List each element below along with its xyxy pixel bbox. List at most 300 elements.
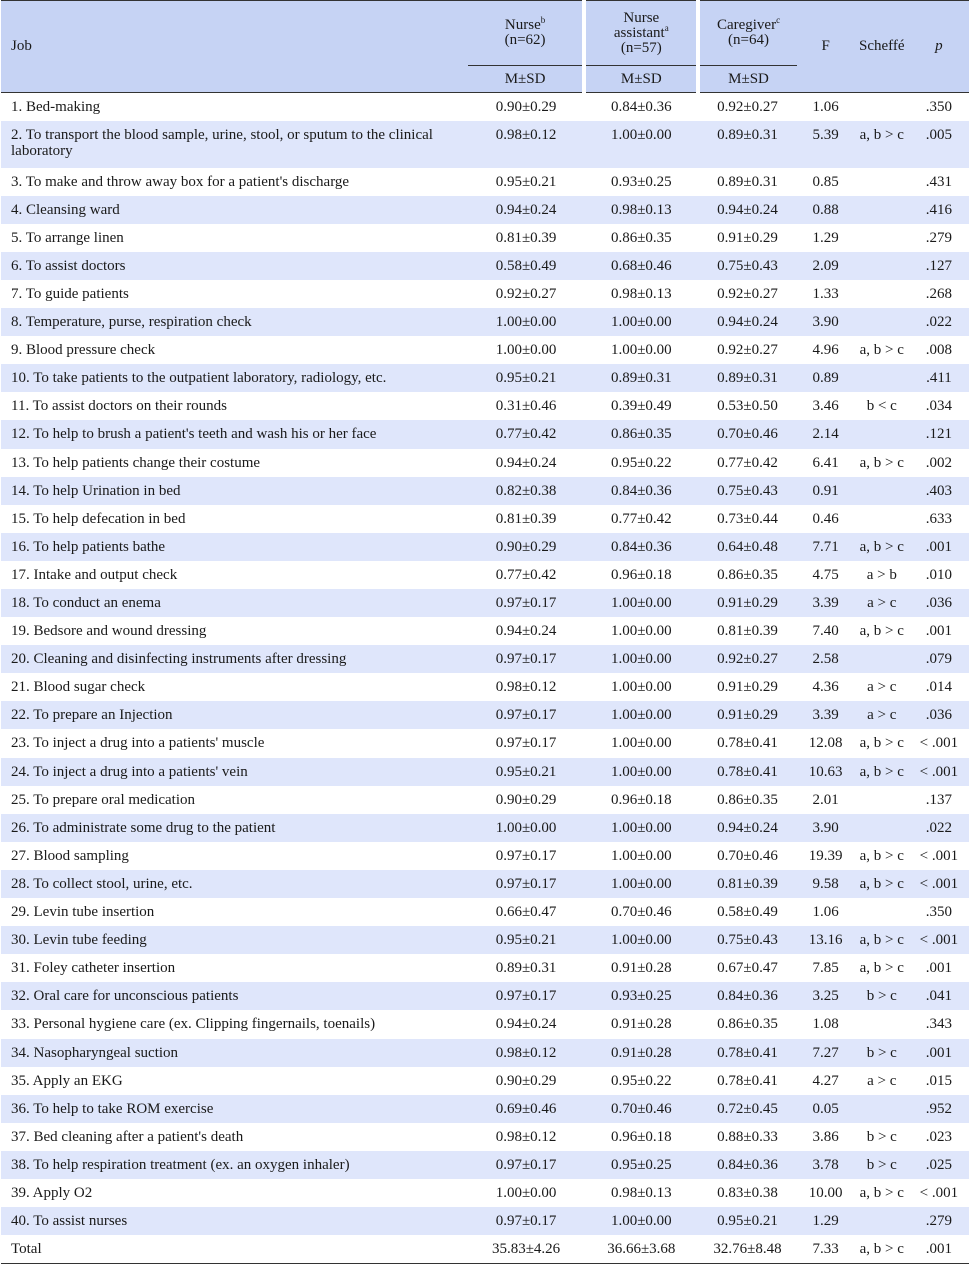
cell-scheffe [855, 196, 909, 224]
cell-assistant: 1.00±0.00 [610, 342, 672, 359]
cell-job: 14. To help Urination in bed [1, 477, 468, 505]
cell-f: 3.78 [797, 1151, 855, 1179]
cell-caregiver: 0.94±0.24 [698, 308, 796, 336]
cell-f: 12.08 [808, 735, 843, 752]
header-assistant [584, 1, 698, 66]
table-row [1, 645, 969, 673]
cell-f: 1.33 [812, 285, 839, 302]
cell-f: 4.27 [812, 1072, 839, 1089]
cell-f: 7.85 [812, 960, 839, 977]
cell-f: 5.39 [797, 121, 855, 168]
cell-nurse: 0.82±0.38 [468, 477, 584, 505]
cell-scheffe: a > b [866, 566, 897, 583]
cell-assistant: 1.00±0.00 [584, 701, 698, 729]
cell-p: .008 [925, 342, 953, 359]
cell-job: 10. To take patients to the outpatient laboratory, radiology, etc. [1, 364, 468, 392]
cell-scheffe: a > c [867, 1072, 897, 1089]
cell-assistant: 36.66±3.68 [607, 1241, 676, 1258]
cell-p: .416 [909, 196, 969, 224]
cell-job: 6. To assist doctors [1, 252, 468, 280]
cell-p: < .001 [919, 735, 959, 752]
cell-job: 2. To transport the blood sample, urine, stool, or sputum to the clinical laboratory [1, 121, 468, 168]
table-row [1, 224, 969, 252]
cell-scheffe: a, b > c [859, 735, 904, 752]
cell-f: 1.08 [812, 1016, 839, 1033]
cell-job: 31. Foley catheter insertion [11, 960, 176, 977]
cell-nurse: 0.77±0.42 [495, 566, 557, 583]
cell-assistant: 0.98±0.13 [610, 1184, 672, 1201]
cell-f: 3.46 [812, 398, 839, 415]
cell-caregiver: 0.78±0.41 [698, 1039, 796, 1067]
cell-p: .350 [925, 99, 953, 115]
total-row [1, 1235, 969, 1263]
cell-job: 3. To make and throw away box for a patient's discharge [11, 173, 350, 190]
table-row [1, 252, 969, 280]
cell-nurse: 0.94±0.24 [468, 196, 584, 224]
cell-caregiver: 0.64±0.48 [698, 533, 796, 561]
cell-f: 9.58 [797, 870, 855, 898]
header-assistant-n: (n=57) [620, 39, 662, 56]
cell-scheffe [855, 252, 909, 280]
cell-scheffe: a > c [867, 679, 897, 696]
cell-scheffe [855, 420, 909, 448]
header-f: F [797, 1, 855, 93]
cell-f: 1.29 [812, 229, 839, 246]
cell-caregiver: 0.91±0.29 [698, 589, 796, 617]
cell-nurse: 0.58±0.49 [468, 252, 584, 280]
cell-f: 4.96 [812, 342, 839, 359]
table-row [1, 1151, 969, 1179]
cell-scheffe: a, b > c [855, 926, 909, 954]
cell-job: 23. To inject a drug into a patients' muscle [11, 735, 265, 752]
cell-p: .014 [925, 679, 953, 696]
cell-f: 7.40 [812, 623, 839, 640]
header-caregiver-msd: M±SD [698, 66, 796, 93]
table-row [1, 926, 969, 954]
cell-nurse: 1.00±0.00 [495, 1184, 557, 1201]
cell-job: 13. To help patients change their costume [11, 454, 261, 471]
cell-scheffe [855, 1207, 909, 1235]
cell-caregiver: 0.92±0.27 [717, 342, 778, 359]
table-row [1, 477, 969, 505]
cell-p: .001 [909, 1039, 969, 1067]
header-assistant-line2: assistant [613, 24, 665, 41]
cell-assistant: 0.86±0.35 [584, 420, 698, 448]
cell-job: 16. To help patients bathe [1, 533, 468, 561]
cell-job: 25. To prepare oral medication [11, 791, 196, 808]
cell-p: .127 [909, 252, 969, 280]
cell-assistant: 0.96±0.18 [610, 566, 672, 583]
cell-assistant: 0.93±0.25 [584, 982, 698, 1010]
cell-job: 11. To assist doctors on their rounds [11, 398, 228, 415]
cell-caregiver: 0.70±0.46 [717, 847, 778, 864]
cell-scheffe [855, 168, 909, 196]
cell-scheffe: a, b > c [855, 121, 909, 168]
cell-caregiver: 0.78±0.41 [717, 1072, 778, 1089]
cell-f: 0.88 [797, 196, 855, 224]
cell-caregiver: 0.94±0.24 [698, 196, 796, 224]
cell-caregiver: 0.91±0.29 [717, 679, 778, 696]
cell-assistant: 0.86±0.35 [610, 229, 672, 246]
cell-job: 27. Blood sampling [11, 847, 129, 864]
cell-p: < .001 [909, 926, 969, 954]
cell-nurse: 0.97±0.17 [468, 589, 584, 617]
cell-p: .001 [925, 960, 953, 977]
cell-caregiver: 0.91±0.29 [698, 701, 796, 729]
cell-assistant: 1.00±0.00 [584, 589, 698, 617]
table-row [1, 758, 969, 786]
cell-job: 36. To help to take ROM exercise [1, 1095, 468, 1123]
cell-assistant: 0.96±0.18 [610, 1128, 672, 1145]
header-nurse-n: (n=62) [504, 32, 546, 48]
cell-scheffe: a > c [855, 589, 909, 617]
cell-scheffe: a, b > c [855, 870, 909, 898]
cell-p: .015 [925, 1072, 953, 1089]
cell-job: 35. Apply an EKG [11, 1072, 123, 1089]
cell-assistant: 1.00±0.00 [584, 814, 698, 842]
cell-job: 37. Bed cleaning after a patient's death [11, 1128, 244, 1145]
cell-nurse: 1.00±0.00 [468, 814, 584, 842]
cell-f: 2.09 [797, 252, 855, 280]
cell-job: 5. To arrange linen [11, 229, 124, 246]
cell-caregiver: 0.84±0.36 [698, 982, 796, 1010]
table-row [1, 93, 969, 121]
cell-nurse: 0.97±0.17 [468, 870, 584, 898]
header-p: p [909, 1, 969, 93]
cell-caregiver: 0.89±0.31 [717, 173, 778, 190]
cell-f: 0.05 [797, 1095, 855, 1123]
cell-f: 2.01 [812, 791, 839, 808]
cell-scheffe [855, 1010, 909, 1038]
table-row [1, 1207, 969, 1235]
table-row [1, 1039, 969, 1067]
cell-caregiver: 0.75±0.43 [698, 252, 796, 280]
cell-nurse: 0.94±0.24 [495, 623, 557, 640]
cell-job: 30. Levin tube feeding [1, 926, 468, 954]
cell-assistant: 1.00±0.00 [584, 121, 698, 168]
cell-scheffe [855, 645, 909, 673]
table-row [1, 364, 969, 392]
cell-job: 19. Bedsore and wound dressing [11, 623, 207, 640]
table-row [1, 449, 969, 477]
cell-job: 38. To help respiration treatment (ex. an oxygen inhaler) [1, 1151, 468, 1179]
table-row [1, 561, 969, 589]
header-caregiver-sup: c [776, 15, 781, 25]
cell-p: .121 [909, 420, 969, 448]
cell-assistant: 0.96±0.18 [610, 791, 672, 808]
cell-job: 39. Apply O2 [11, 1184, 93, 1201]
cell-nurse: 1.00±0.00 [495, 342, 557, 359]
cell-scheffe: b > c [855, 1039, 909, 1067]
cell-p: .023 [925, 1128, 953, 1145]
cell-assistant: 0.84±0.36 [584, 477, 698, 505]
cell-nurse: 0.90±0.29 [495, 1072, 557, 1089]
header-caregiver-label: Caregiver [716, 17, 777, 33]
cell-nurse: 0.90±0.29 [495, 99, 557, 115]
cell-assistant: 0.77±0.42 [610, 510, 672, 527]
table-row [1, 1095, 969, 1123]
header-job: Job [1, 1, 468, 93]
cell-caregiver: 0.81±0.39 [698, 870, 796, 898]
header-assistant-sup: a [664, 22, 669, 33]
cell-p: .022 [909, 308, 969, 336]
table-row [1, 336, 969, 364]
cell-nurse: 0.97±0.17 [468, 1151, 584, 1179]
cell-f: 19.39 [808, 847, 843, 864]
cell-assistant: 0.84±0.36 [610, 99, 672, 115]
cell-nurse: 0.94±0.24 [495, 454, 557, 471]
cell-p: .952 [909, 1095, 969, 1123]
cell-nurse: 0.81±0.39 [495, 510, 557, 527]
cell-p: .279 [925, 229, 953, 246]
cell-nurse: 0.66±0.47 [495, 904, 557, 921]
cell-p: .633 [925, 510, 953, 527]
cell-caregiver: 0.70±0.46 [698, 420, 796, 448]
cell-f: 13.16 [797, 926, 855, 954]
cell-job: 26. To administrate some drug to the patient [1, 814, 468, 842]
cell-job: 17. Intake and output check [11, 566, 178, 583]
cell-f: 3.39 [797, 589, 855, 617]
cell-caregiver: 0.92±0.27 [698, 645, 796, 673]
cell-nurse: 0.90±0.29 [468, 533, 584, 561]
cell-job: 1. Bed-making [11, 99, 101, 115]
cell-nurse: 0.77±0.42 [468, 420, 584, 448]
cell-assistant: 1.00±0.00 [610, 623, 672, 640]
cell-p: .001 [925, 1241, 953, 1258]
table-row [1, 954, 969, 982]
table-row [1, 533, 969, 561]
cell-scheffe [855, 364, 909, 392]
table-row [1, 842, 969, 870]
cell-job: 12. To help to brush a patient's teeth and wash his or her face [1, 420, 468, 448]
cell-job: 20. Cleaning and disinfecting instruments after dressing [1, 645, 468, 673]
cell-scheffe [855, 1095, 909, 1123]
table-row [1, 1179, 969, 1207]
cell-caregiver: 0.86±0.35 [717, 1016, 778, 1033]
table-row [1, 729, 969, 757]
table-row [1, 121, 969, 168]
cell-caregiver: 0.75±0.43 [698, 477, 796, 505]
cell-assistant: 1.00±0.00 [610, 679, 672, 696]
cell-f: 1.06 [812, 904, 839, 921]
table-row [1, 505, 969, 533]
cell-scheffe [855, 786, 909, 814]
cell-p: .350 [925, 904, 953, 921]
cell-f: 3.39 [797, 701, 855, 729]
cell-p: .001 [925, 623, 953, 640]
cell-job: 33. Personal hygiene care (ex. Clipping fingernails, toenails) [11, 1016, 376, 1033]
table-row [1, 1067, 969, 1095]
cell-nurse: 1.00±0.00 [468, 308, 584, 336]
table-row [1, 701, 969, 729]
cell-f: 0.89 [797, 364, 855, 392]
cell-f: 3.86 [812, 1128, 839, 1145]
cell-caregiver: 0.77±0.42 [717, 454, 778, 471]
table-row [1, 673, 969, 701]
cell-p: .137 [925, 791, 953, 808]
cell-assistant: 1.00±0.00 [584, 758, 698, 786]
cell-assistant: 1.00±0.00 [610, 847, 672, 864]
cell-assistant: 0.91±0.28 [610, 960, 672, 977]
table-row [1, 617, 969, 645]
cell-p: .041 [909, 982, 969, 1010]
cell-assistant: 0.95±0.22 [610, 1072, 672, 1089]
cell-job: 7. To guide patients [11, 285, 129, 302]
cell-job: 22. To prepare an Injection [1, 701, 468, 729]
cell-assistant: 0.91±0.28 [584, 1039, 698, 1067]
cell-nurse: 0.98±0.12 [495, 679, 557, 696]
cell-f: 3.90 [797, 814, 855, 842]
cell-p: < .001 [919, 847, 959, 864]
cell-scheffe: a, b > c [859, 623, 904, 640]
cell-nurse: 0.97±0.17 [468, 1207, 584, 1235]
cell-caregiver: 0.73±0.44 [717, 510, 778, 527]
cell-caregiver: 0.89±0.31 [698, 364, 796, 392]
cell-nurse: 0.92±0.27 [495, 285, 557, 302]
cell-job: 15. To help defecation in bed [11, 510, 186, 527]
cell-job: 28. To collect stool, urine, etc. [1, 870, 468, 898]
cell-caregiver: 0.78±0.41 [717, 735, 778, 752]
cell-scheffe: a, b > c [859, 960, 904, 977]
cell-nurse: 0.95±0.21 [468, 758, 584, 786]
cell-scheffe: a, b > c [859, 1241, 904, 1258]
cell-caregiver: 0.92±0.27 [717, 285, 778, 302]
cell-assistant: 0.89±0.31 [584, 364, 698, 392]
cell-f: 10.63 [797, 758, 855, 786]
cell-f: 7.71 [797, 533, 855, 561]
table-row [1, 814, 969, 842]
cell-p: < .001 [909, 758, 969, 786]
cell-p: .403 [909, 477, 969, 505]
cell-assistant: 0.70±0.46 [610, 904, 672, 921]
cell-f: 4.36 [812, 679, 839, 696]
cell-job: 29. Levin tube insertion [11, 904, 155, 921]
cell-caregiver: 0.67±0.47 [717, 960, 778, 977]
job-comparison-table [1, 0, 969, 1264]
header-nurse [468, 1, 584, 66]
cell-caregiver: 32.76±8.48 [713, 1241, 782, 1258]
table-row [1, 280, 969, 308]
cell-caregiver: 0.95±0.21 [698, 1207, 796, 1235]
cell-assistant: 1.00±0.00 [610, 735, 672, 752]
table-row [1, 392, 969, 420]
cell-scheffe: a, b > c [859, 1184, 904, 1201]
cell-assistant: 1.00±0.00 [584, 308, 698, 336]
cell-nurse: 0.97±0.17 [468, 645, 584, 673]
cell-nurse: 0.95±0.21 [468, 364, 584, 392]
cell-f: 0.46 [812, 510, 839, 527]
cell-assistant: 0.91±0.28 [610, 1016, 672, 1033]
cell-nurse: 0.95±0.21 [495, 173, 557, 190]
cell-assistant: 0.95±0.22 [610, 454, 672, 471]
cell-caregiver: 0.89±0.31 [698, 121, 796, 168]
cell-caregiver: 0.72±0.45 [698, 1095, 796, 1123]
cell-assistant: 1.00±0.00 [584, 926, 698, 954]
cell-p: .411 [909, 364, 969, 392]
cell-assistant: 0.98±0.13 [584, 196, 698, 224]
table-row [1, 196, 969, 224]
cell-scheffe [855, 505, 909, 533]
table-row [1, 898, 969, 926]
cell-assistant: 0.84±0.36 [584, 533, 698, 561]
cell-p: .268 [925, 285, 953, 302]
cell-p: < .001 [909, 870, 969, 898]
cell-f: 3.90 [797, 308, 855, 336]
cell-p: .343 [925, 1016, 953, 1033]
table-row [1, 786, 969, 814]
table-row [1, 589, 969, 617]
table-row [1, 168, 969, 196]
cell-nurse: 0.89±0.31 [495, 960, 557, 977]
cell-scheffe [855, 280, 909, 308]
cell-assistant: 0.39±0.49 [610, 398, 672, 415]
table-row [1, 870, 969, 898]
cell-job: 24. To inject a drug into a patients' vein [1, 758, 468, 786]
cell-job: 34. Nasopharyngeal suction [1, 1039, 468, 1067]
cell-caregiver: 0.86±0.35 [717, 566, 778, 583]
cell-caregiver: 0.75±0.43 [698, 926, 796, 954]
header-caregiver [698, 1, 796, 66]
cell-p: .036 [909, 701, 969, 729]
cell-job: 21. Blood sugar check [11, 679, 146, 696]
cell-scheffe [855, 898, 909, 926]
cell-f: 4.75 [812, 566, 839, 583]
cell-nurse: 0.90±0.29 [495, 791, 557, 808]
cell-nurse: 0.97±0.17 [495, 847, 557, 864]
cell-p: < .001 [919, 1184, 959, 1201]
cell-scheffe: a, b > c [855, 758, 909, 786]
cell-assistant: 0.93±0.25 [610, 173, 672, 190]
cell-f: 2.58 [797, 645, 855, 673]
cell-scheffe: a, b > c [859, 454, 904, 471]
cell-f: 0.91 [797, 477, 855, 505]
cell-scheffe: b > c [855, 982, 909, 1010]
cell-job: 9. Blood pressure check [11, 342, 156, 359]
cell-job: 40. To assist nurses [1, 1207, 468, 1235]
cell-job: 4. Cleansing ward [1, 196, 468, 224]
table-row [1, 982, 969, 1010]
cell-p: .010 [925, 566, 953, 583]
cell-f: 7.33 [812, 1241, 839, 1258]
cell-p: .002 [925, 454, 953, 471]
cell-f: 3.25 [797, 982, 855, 1010]
cell-p: .079 [909, 645, 969, 673]
cell-caregiver: 0.94±0.24 [698, 814, 796, 842]
cell-f: 2.14 [797, 420, 855, 448]
cell-nurse: 0.31±0.46 [495, 398, 557, 415]
cell-nurse: 0.97±0.17 [495, 735, 557, 752]
cell-p: .025 [909, 1151, 969, 1179]
cell-nurse: 0.98±0.12 [468, 1039, 584, 1067]
cell-nurse: 0.69±0.46 [468, 1095, 584, 1123]
header-scheffe: Scheffé [855, 1, 909, 93]
cell-p: .022 [909, 814, 969, 842]
header-assistant-line1: Nurse [623, 9, 660, 26]
cell-scheffe: b > c [866, 1128, 897, 1145]
table-row [1, 308, 969, 336]
cell-scheffe [855, 814, 909, 842]
table-row [1, 1010, 969, 1038]
cell-caregiver: 0.78±0.41 [698, 758, 796, 786]
cell-nurse: 0.81±0.39 [495, 229, 557, 246]
cell-scheffe: a, b > c [859, 847, 904, 864]
cell-nurse: 0.97±0.17 [468, 701, 584, 729]
cell-f: 10.00 [808, 1184, 843, 1201]
cell-scheffe [855, 477, 909, 505]
header-assistant-msd: M±SD [584, 66, 698, 93]
cell-job: 8. Temperature, purse, respiration check [1, 308, 468, 336]
cell-f: 1.29 [797, 1207, 855, 1235]
